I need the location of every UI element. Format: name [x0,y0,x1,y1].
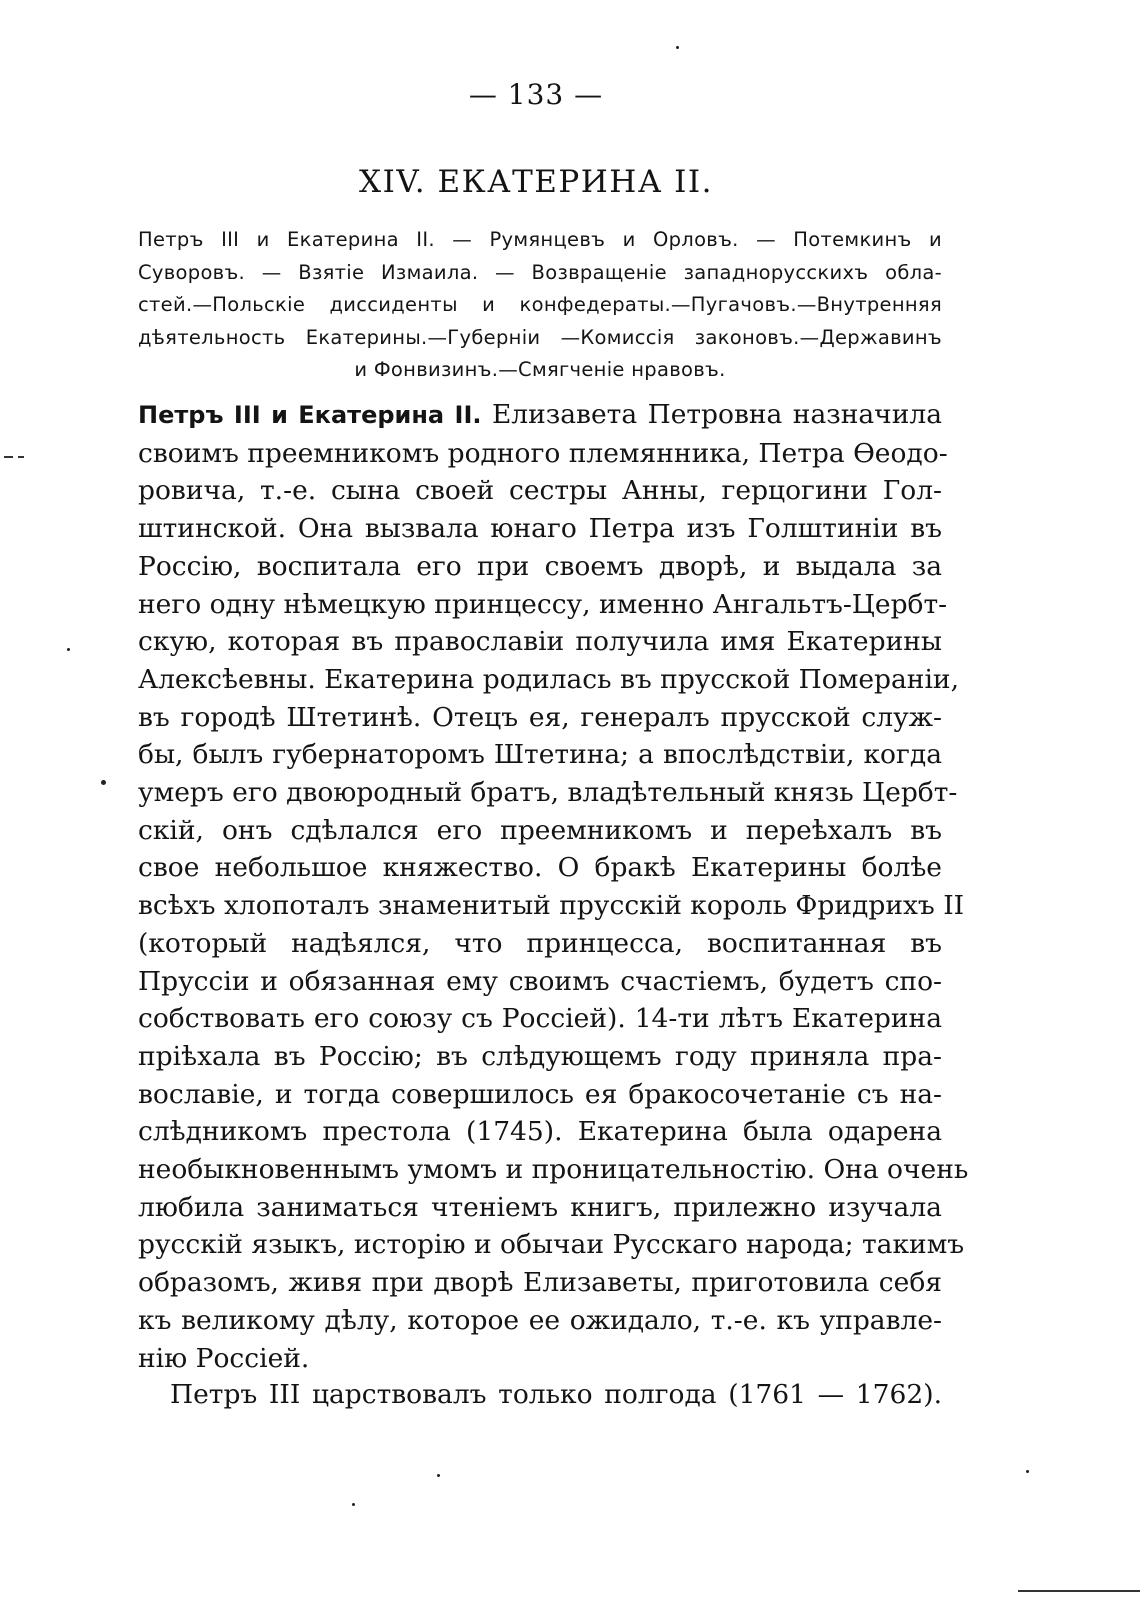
scan-speck [67,648,70,651]
body-line: Пруссіи и обязанная ему своимъ счастіемъ, будетъ спо- [138,965,942,997]
scan-mark [1018,1590,1140,1592]
body-line: бы, былъ губернаторомъ Штетина; а впослѣдствіи, когда [138,739,942,771]
body-line: слѣдникомъ престола (1745). Екатерина была одарена [138,1116,942,1148]
body-line: него одну нѣмецкую принцессу, именно Ангальтъ-Цербт- [138,588,948,620]
body-line: вославіе, и тогда совершилось ея бракосочетаніе съ на- [138,1078,942,1110]
body-line: всѣхъ хлопоталъ знаменитый прусскій король Фридрихъ II [138,890,965,922]
second-paragraph: Петръ III царствовалъ только полгода (1761 — 1762). [170,1379,942,1410]
body-line: (который надѣялся, что принцесса, воспитанная въ [138,927,942,959]
body-line: умеръ его двоюродный братъ, владѣтельный князь Цербт- [138,777,958,809]
page-number: — 133 — [468,78,604,111]
body-line [138,396,942,435]
body-line: своимъ преемникомъ родного племянника, Петра Ѳеодо- [138,437,948,469]
summary-line: стей.—Польскіе диссиденты и конфедераты.—Пугачовъ.—Внутренняя [138,293,942,316]
body-line: Алексѣевны. Екатерина родилась въ прусской Помераніи, [138,663,960,695]
summary-line: дѣятельность Екатерины.—Губерніи —Комиссія законовъ.—Державинъ [138,325,942,349]
summary-line: Суворовъ. — Взятіе Измаила. — Возвращеніе западнорусскихъ обла- [138,260,942,284]
body-line: ровича, т.-е. сына своей сестры Анны, герцогини Гол- [138,475,942,507]
body-line: Россію, воспитала его при своемъ дворѣ, и выдала за [138,550,942,582]
section-heading: Петръ III и Екатерина II. [138,401,482,429]
body-line: образомъ, живя при дворѣ Елизаветы, приготовила себя [138,1267,942,1299]
body-line-text: Елизавета Петровна назначила [481,399,942,430]
body-line: необыкновеннымъ умомъ и проницательностію. Она очень [138,1154,969,1186]
body-line: русскій языкъ, исторію и обычаи Русскаго народа; такимъ [138,1229,965,1261]
scan-speck [437,1474,440,1477]
body-line: скую, которая въ православіи получила имя Екатерины [138,626,942,658]
body-line: въ городѣ Штетинѣ. Отецъ ея, генералъ прусской служ- [138,701,942,733]
body-line: пріѣхала въ Россію; въ слѣдующемъ году приняла пра- [138,1040,942,1072]
scan-speck [676,46,679,49]
scan-mark [4,456,13,458]
scan-mark [18,456,24,458]
scan-speck [101,780,106,785]
body-line: штинской. Она вызвала юнаго Петра изъ Голштиніи въ [138,513,942,545]
summary-line: Петръ III и Екатерина II. — Румянцевъ и Орловъ. — Потемкинъ и [138,228,942,251]
body-line: нію Россіей. [138,1342,310,1374]
scan-speck [1026,1470,1029,1473]
summary-line: и Фонвизинъ.—Смягченіе нравовъ. [354,358,726,381]
chapter-title: XIV. ЕКАТЕРИНА II. [359,164,713,200]
body-paragraph [138,396,969,1377]
chapter-summary [138,224,942,387]
body-line: любила заниматься чтеніемъ книгъ, прилежно изучала [138,1191,942,1223]
body-line: къ великому дѣлу, которое ее ожидало, т.-е. къ управле- [138,1304,942,1336]
body-line: скій, онъ сдѣлался его преемникомъ и переѣхалъ въ [138,814,942,846]
body-line: свое небольшое княжество. О бракѣ Екатерины болѣе [138,852,942,884]
body-line: собствовать его союзу съ Россіей). 14-ти лѣтъ Екатерина [138,1003,942,1035]
scan-speck [352,1503,355,1506]
